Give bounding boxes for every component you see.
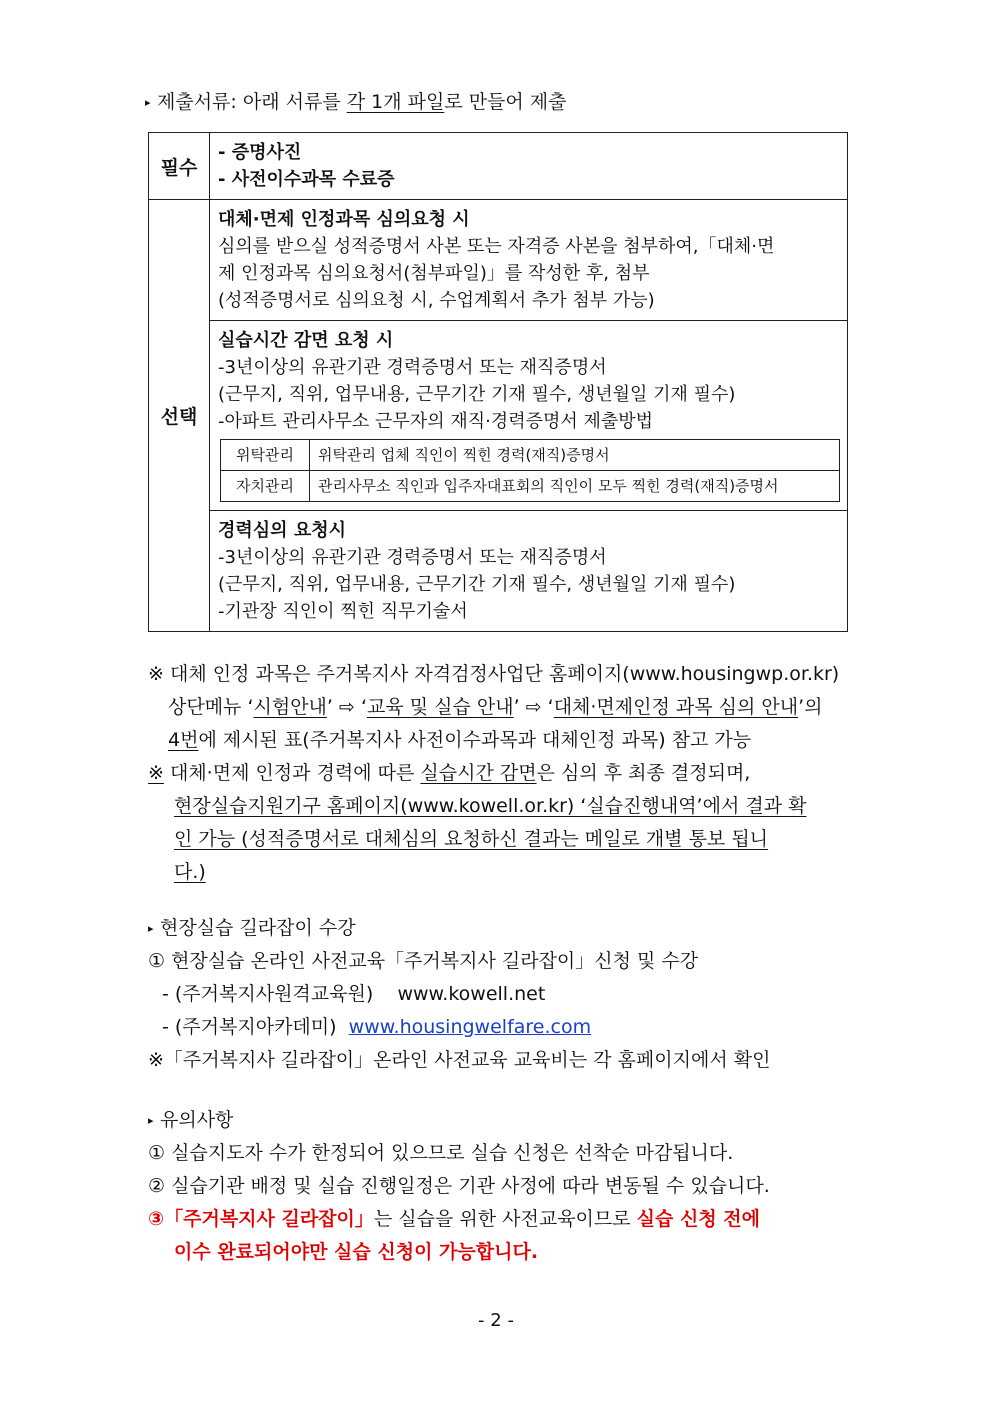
note-reduction: ※ 대체·면제 인정과 경력에 따른 실습시간 감면은 심의 후 최종 결정되며, (148, 762, 751, 784)
caution-heading: ▸ 유의사항 (148, 1104, 854, 1137)
required-item: - 증명사진 (218, 142, 302, 163)
page-number: - 2 - (478, 1310, 514, 1331)
method-value: 관리사무소 직인과 입주자대표회의 직인이 모두 찍힌 경력(재직)증명서 (310, 471, 840, 502)
guide-note: ※「주거복지사 길라잡이」온라인 사전교육 교육비는 각 홈페이지에서 확인 (148, 1049, 771, 1071)
triangle-bullet-icon: ▸ (148, 1114, 154, 1127)
guide-section (148, 912, 854, 1077)
guide-item: ① 현장실습 온라인 사전교육「주거복지사 길라잡이」신청 및 수강 (148, 950, 699, 972)
optional-row (149, 200, 848, 321)
guide-site: - (주거복지아카데미) www.housingwelfare.com (162, 1016, 592, 1038)
submission-method-table (220, 439, 840, 502)
note-substitute-subjects: ※ 대체 인정 과목은 주거복지사 자격검정사업단 홈페이지(www.housingwp.or.kr) 상단메뉴 ‘시험안내’ ⇨ ‘교육 및 실습 안내’ ⇨ ‘대체·면제인정 과목 심의 안내’의 4번에 제시된 표(주거복지사 사전이수과목과 대체인정 과목) 참고 가능 ※ 대체·면제 인정과 경력에 따른 실습시간 감면은 심의 후 최종 결정되며, 현장실습지원기구 홈페이지(www.kowell.or.kr) ‘실습진행내역’에서 결과 확 인 가능 (성적증명서로 대체심의 요청하신 결과는 메일로 개별 통보 됩니 다.) (148, 658, 854, 889)
required-row (149, 133, 848, 200)
section-line: (성적증명서로 심의요청 시, 수업계획서 추가 첨부 가능) (218, 290, 655, 311)
guide-heading: ▸ 현장실습 길라잡이 수강 (148, 912, 854, 945)
section-reduction (210, 321, 848, 511)
caution-item: ② 실습기관 배정 및 실습 진행일정은 기관 사정에 따라 변동될 수 있습니다. (148, 1175, 770, 1197)
triangle-bullet-icon: ▸ (148, 922, 154, 935)
section-title: 경력심의 요청시 (218, 520, 346, 541)
section-line: (근무지, 직위, 업무내용, 근무기간 기재 필수, 생년월일 기재 필수) (218, 574, 736, 595)
kowell-url[interactable]: www.kowell.net (397, 983, 546, 1005)
housingwelfare-link[interactable]: www.housingwelfare.com (348, 1016, 592, 1038)
table-row (221, 471, 840, 502)
required-item: - 사전이수과목 수료증 (218, 169, 395, 190)
triangle-bullet-icon: ▸ (145, 96, 151, 109)
table-row (221, 440, 840, 471)
caution-section: ▸ 유의사항 ① 실습지도자 수가 한정되어 있으므로 실습 신청은 선착순 마감됩니다. ② 실습기관 배정 및 실습 진행일정은 기관 사정에 따라 변동될 수 있습니다. ③「주거복지사 길라잡이」는 실습을 위한 사전교육이므로 실습 신청 전에 이수 완료되어야만 실습 신청이 가능합니다. (148, 1104, 854, 1269)
optional-header: 선택 (149, 200, 210, 632)
method-value: 위탁관리 업체 직인이 찍힌 경력(재직)증명서 (310, 440, 840, 471)
section-line: 심의를 받으실 성적증명서 사본 또는 자격증 사본을 첨부하여,「대체·면 (218, 236, 775, 257)
caution-item: ③「주거복지사 길라잡이」는 실습을 위한 사전교육이므로 실습 신청 전에 (148, 1208, 761, 1230)
section-substitute (210, 200, 848, 321)
section-line: -3년이상의 유관기관 경력증명서 또는 재직증명서 (218, 547, 607, 568)
section-line: -아파트 관리사무소 근무자의 재직·경력증명서 제출방법 (218, 411, 654, 432)
caution-item: ① 실습지도자 수가 한정되어 있으므로 실습 신청은 선착순 마감됩니다. (148, 1142, 734, 1164)
section-career (210, 511, 848, 632)
submit-line: ▸ 제출서류: 아래 서류를 각 1개 파일로 만들어 제출 (145, 91, 567, 113)
section-line: (근무지, 직위, 업무내용, 근무기간 기재 필수, 생년월일 기재 필수) (218, 384, 736, 405)
documents-table (148, 132, 848, 632)
section-title: 대체·면제 인정과목 심의요청 시 (218, 209, 470, 230)
method-key: 위탁관리 (221, 440, 310, 471)
section-line: -3년이상의 유관기관 경력증명서 또는 재직증명서 (218, 357, 607, 378)
guide-site: - (주거복지사원격교육원) www.kowell.net (162, 983, 546, 1005)
section-title: 실습시간 감면 요청 시 (218, 330, 394, 351)
method-key: 자치관리 (221, 471, 310, 502)
section-line: -기관장 직인이 찍힌 직무기술서 (218, 601, 468, 622)
required-header: 필수 (149, 133, 210, 200)
section-line: 제 인정과목 심의요청서(첨부파일)」를 작성한 후, 첨부 (218, 263, 650, 284)
